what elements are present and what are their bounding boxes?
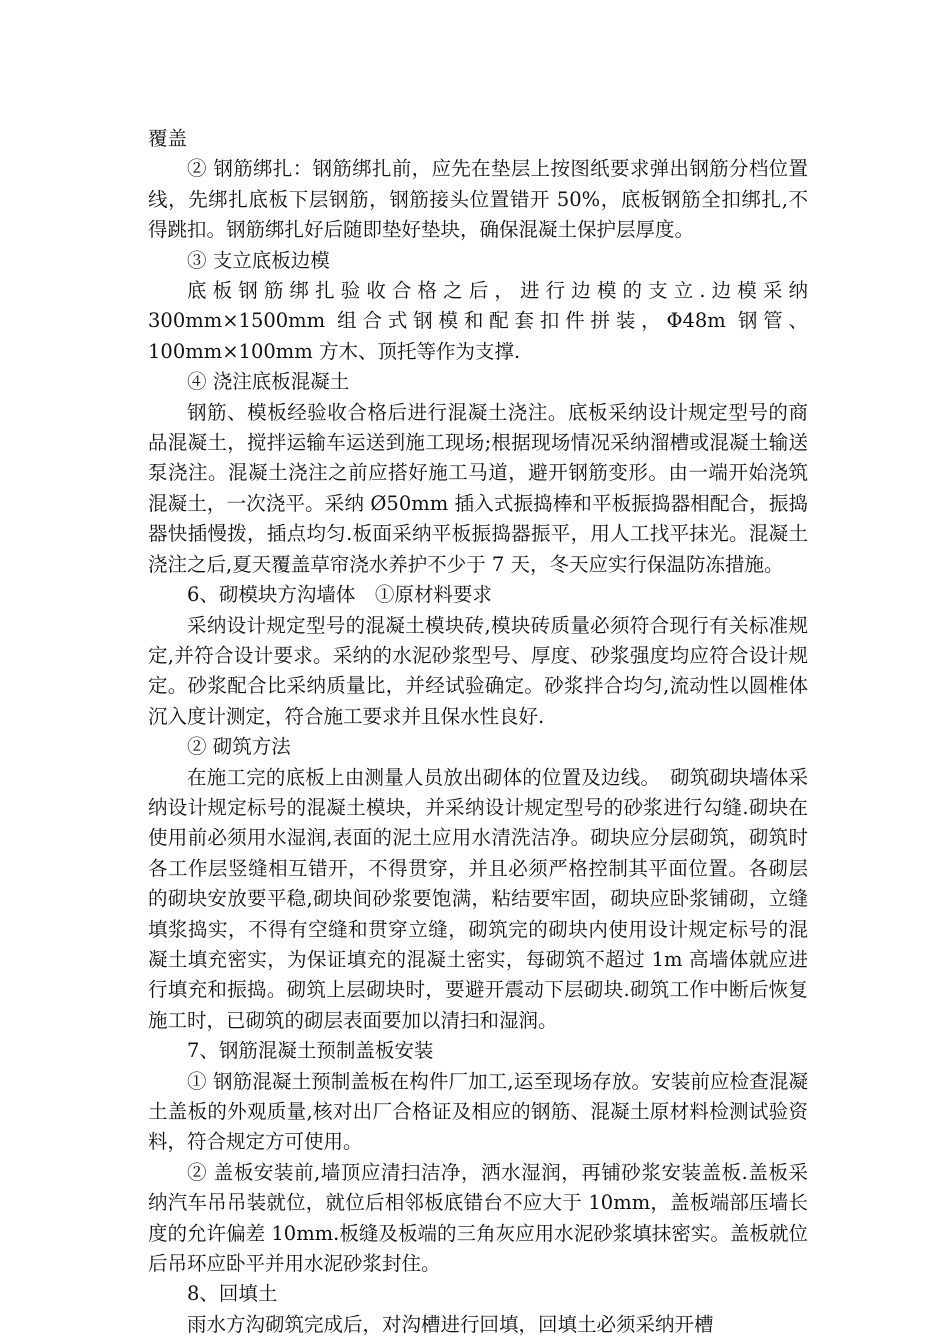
paragraph-continuation: 覆盖 [148,127,188,150]
paragraph-cover-plate-1: ① 钢筋混凝土预制盖板在构件厂加工,运至现场存放。安装前应检查混凝土盖板的外观质量,核对出厂合格证及相应的钢筋、混凝土原材料检测试验资料，符合规定方可使用。 [148,1069,808,1154]
heading-side-formwork: ③ 支立底板边模 [187,248,330,272]
heading-masonry-method: ② 砌筑方法 [187,735,291,759]
paragraph-side-formwork: 底板钢筋绑扎验收合格之后，进行边模的支立.边模采纳 300mm×1500mm 组合式钢模和配套扣件拼装，Φ48m 钢管、100mm×100mm 方木、顶托等作为支撑. [148,279,808,363]
heading-section-6: 6、砌模块方沟墙体 ①原材料要求 [187,583,492,607]
paragraph-masonry-method: 在施工完的底板上由测量人员放出砌体的位置及边线。 砌筑砌块墙体采纳设计规定标号的混凝土模块，并采纳设计规定型号的砂浆进行勾缝.砌块在使用前必须用水湿润,表面的泥土应用水清洗洁净。砌块应分层砌筑，砌筑时各工作层竖缝相互错开，不得贯穿，并且必须严格控制其平面位置。各砌层的砌块安放要平稳,砌块间砂浆要饱满，粘结要牢固，砌块应卧浆铺砌，立缝填浆捣实，不得有空缝和贯穿立缝，砌筑完的砌块内使用设计规定标号的混凝土填充密实，为保证填充的混凝土密实，每砌筑不超过 1m 高墙体就应进行填充和振捣。砌筑上层砌块时，要避开震动下层砌块.砌筑工作中断后恢复施工时，已砌筑的砌层表面要加以清扫和湿润。 [148,765,808,1032]
heading-section-8: 8、回填土 [187,1282,278,1306]
heading-section-7: 7、钢筋混凝土预制盖板安装 [187,1039,434,1063]
paragraph-materials: 采纳设计规定型号的混凝土模块砖,模块砖质量必须符合现行有关标准规定,并符合设计要求。采纳的水泥砂浆型号、厚度、砂浆强度均应符合设计规定。砂浆配合比采纳质量比，并经试验确定。砂浆拌合均匀,流动性以圆椎体沉入度计测定，符合施工要求并且保水性良好. [148,613,808,728]
heading-pour-concrete: ④ 浇注底板混凝土 [187,370,350,394]
paragraph-rebar-binding: ② 钢筋绑扎：钢筋绑扎前，应先在垫层上按图纸要求弹出钢筋分档位置线，先绑扎底板下层钢筋，钢筋接头位置错开 50%，底板钢筋全扣绑扎,不得跳扣。钢筋绑扎好后随即垫好垫块，确保混凝土保护层厚度。 [148,157,808,242]
paragraph-pour-concrete: 钢筋、模板经验收合格后进行混凝土浇注。底板采纳设计规定型号的商品混凝土，搅拌运输车运送到施工现场;根据现场情况采纳溜槽或混凝土输送泵浇注。混凝土浇注之前应搭好施工马道，避开钢筋变形。由一端开始浇筑混凝土，一次浇平。采纳 Ø50mm 插入式振捣棒和平板振捣器相配合，振捣器快插慢拨，插点均匀.板面采纳平板振捣器振平，用人工找平抹光。混凝土浇注之后,夏天覆盖草帘浇水养护不少于 7 天，冬天应实行保温防冻措施。 [148,400,808,576]
paragraph-backfill: 雨水方沟砌筑完成后，对沟槽进行回填，回填土必须采纳开槽 [187,1312,714,1336]
paragraph-cover-plate-2: ② 盖板安装前,墙顶应清扫洁净，洒水湿润，再铺砂浆安装盖板.盖板采纳汽车吊吊装就位，就位后相邻板底错台不应大于 10mm，盖板端部压墙长度的允许偏差 10mm.板缝及板端的三角灰应用水泥砂浆填抹密实。盖板就位后吊环应卧平并用水泥砂浆封住。 [148,1160,808,1276]
document-body [148,124,808,1340]
